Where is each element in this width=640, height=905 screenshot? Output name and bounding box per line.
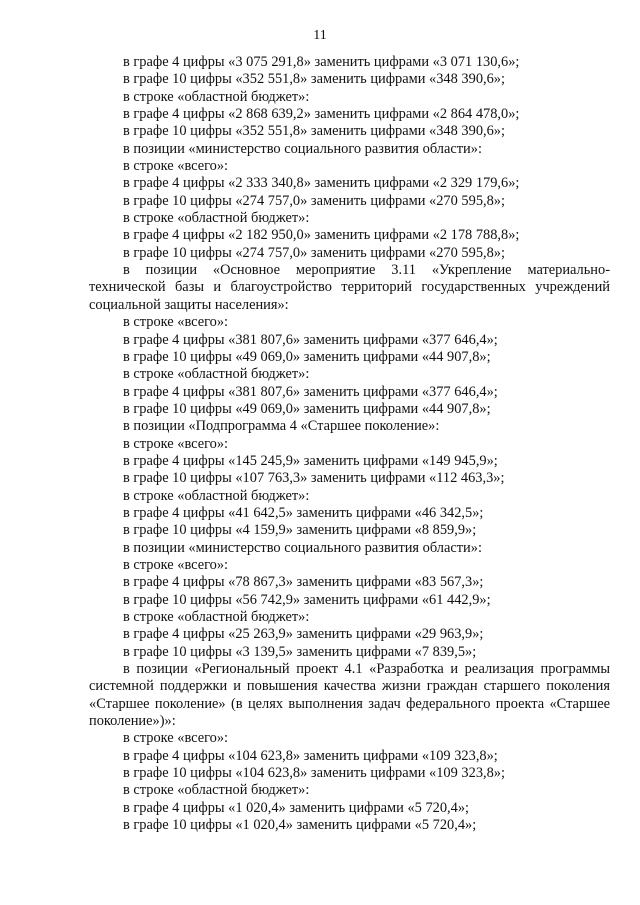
text-line: в строке «областной бюджет»:: [123, 609, 310, 625]
text-line: в графе 10 цифры «104 623,8» заменить цифрами «109 323,8»;: [123, 765, 505, 782]
text-line: в позиции «министерство социального развития области»:: [123, 539, 482, 556]
text-line: в позиции «Подпрограмма 4 «Старшее поколение»:: [123, 418, 440, 435]
text-line: в графе 10 цифры «49 069,0» заменить цифрами «44 907,8»;: [123, 400, 491, 417]
document-body: [89, 54, 610, 834]
text-line: в строке «всего»:: [123, 314, 229, 331]
text-line: в строке «областной бюджет»:: [123, 210, 310, 227]
text-line: в графе 10 цифры «3 139,5» заменить цифрами «7 839,5»;: [123, 643, 477, 660]
text-line: в графе 4 цифры «104 623,8» заменить цифрами «109 323,8»;: [123, 747, 498, 764]
text-line: в графе 4 цифры «3 075 291,8» заменить цифрами «3 071 130,6»;: [123, 54, 520, 70]
text-line: в графе 10 цифры «274 757,0» заменить цифрами «270 595,8»;: [123, 244, 505, 261]
text-line: в графе 10 цифры «274 757,0» заменить цифрами «270 595,8»;: [123, 192, 505, 209]
text-line: в графе 10 цифры «352 551,8» заменить цифрами «348 390,6»;: [123, 71, 505, 88]
text-line: в графе 4 цифры «2 182 950,0» заменить цифрами «2 178 788,8»;: [123, 227, 520, 244]
text-line: в графе 4 цифры «78 867,3» заменить цифрами «83 567,3»;: [123, 574, 484, 591]
text-line: в строке «областной бюджет»:: [123, 88, 310, 105]
text-line: в графе 10 цифры «107 763,3» заменить цифрами «112 463,3»;: [123, 470, 505, 487]
text-line: в графе 10 цифры «49 069,0» заменить цифрами «44 907,8»;: [123, 348, 491, 365]
text-line: в графе 4 цифры «25 263,9» заменить цифрами «29 963,9»;: [123, 626, 484, 643]
text-line: в графе 10 цифры «56 742,9» заменить цифрами «61 442,9»;: [123, 591, 491, 608]
text-line: в графе 10 цифры «1 020,4» заменить цифрами «5 720,4»;: [123, 817, 477, 834]
text-line: в графе 4 цифры «1 020,4» заменить цифрами «5 720,4»;: [123, 799, 470, 816]
text-paragraph: в позиции «Основное мероприятие 3.11 «Укрепление материально-технической базы и благоустройство территорий государственных учреждений социальной защиты населения»:: [89, 262, 610, 313]
text-line: в строке «всего»:: [123, 556, 229, 573]
text-line: в графе 4 цифры «145 245,9» заменить цифрами «149 945,9»;: [123, 452, 498, 469]
text-line: в строке «всего»:: [123, 435, 229, 452]
text-line: в графе 4 цифры «41 642,5» заменить цифрами «46 342,5»;: [123, 504, 484, 521]
text-line: в позиции «министерство социального развития области»:: [123, 140, 482, 157]
text-line: в графе 4 цифры «381 807,6» заменить цифрами «377 646,4»;: [123, 383, 498, 400]
text-line: в строке «всего»:: [123, 158, 229, 175]
text-line: в графе 4 цифры «2 333 340,8» заменить цифрами «2 329 179,6»;: [123, 175, 520, 192]
text-line: в строке «областной бюджет»:: [123, 782, 310, 799]
text-line: в графе 4 цифры «381 807,6» заменить цифрами «377 646,4»;: [123, 331, 498, 348]
text-line: в графе 4 цифры «2 868 639,2» заменить цифрами «2 864 478,0»;: [123, 106, 520, 123]
text-line: в графе 10 цифры «352 551,8» заменить цифрами «348 390,6»;: [123, 123, 505, 140]
page-number: 11: [313, 28, 327, 43]
text-paragraph: в позиции «Региональный проект 4.1 «Разработка и реализация программы системной поддержки и повышения качества жизни граждан старшего поколения «Старшее поколение» (в целях выполнения задач федерального проекта «Старшее поколение»)»:: [89, 661, 610, 730]
text-line: в строке «областной бюджет»:: [123, 366, 310, 383]
text-line: в строке «областной бюджет»:: [123, 487, 310, 504]
text-line: в строке «всего»:: [123, 730, 229, 747]
text-line: в графе 10 цифры «4 159,9» заменить цифрами «8 859,9»;: [123, 522, 477, 539]
